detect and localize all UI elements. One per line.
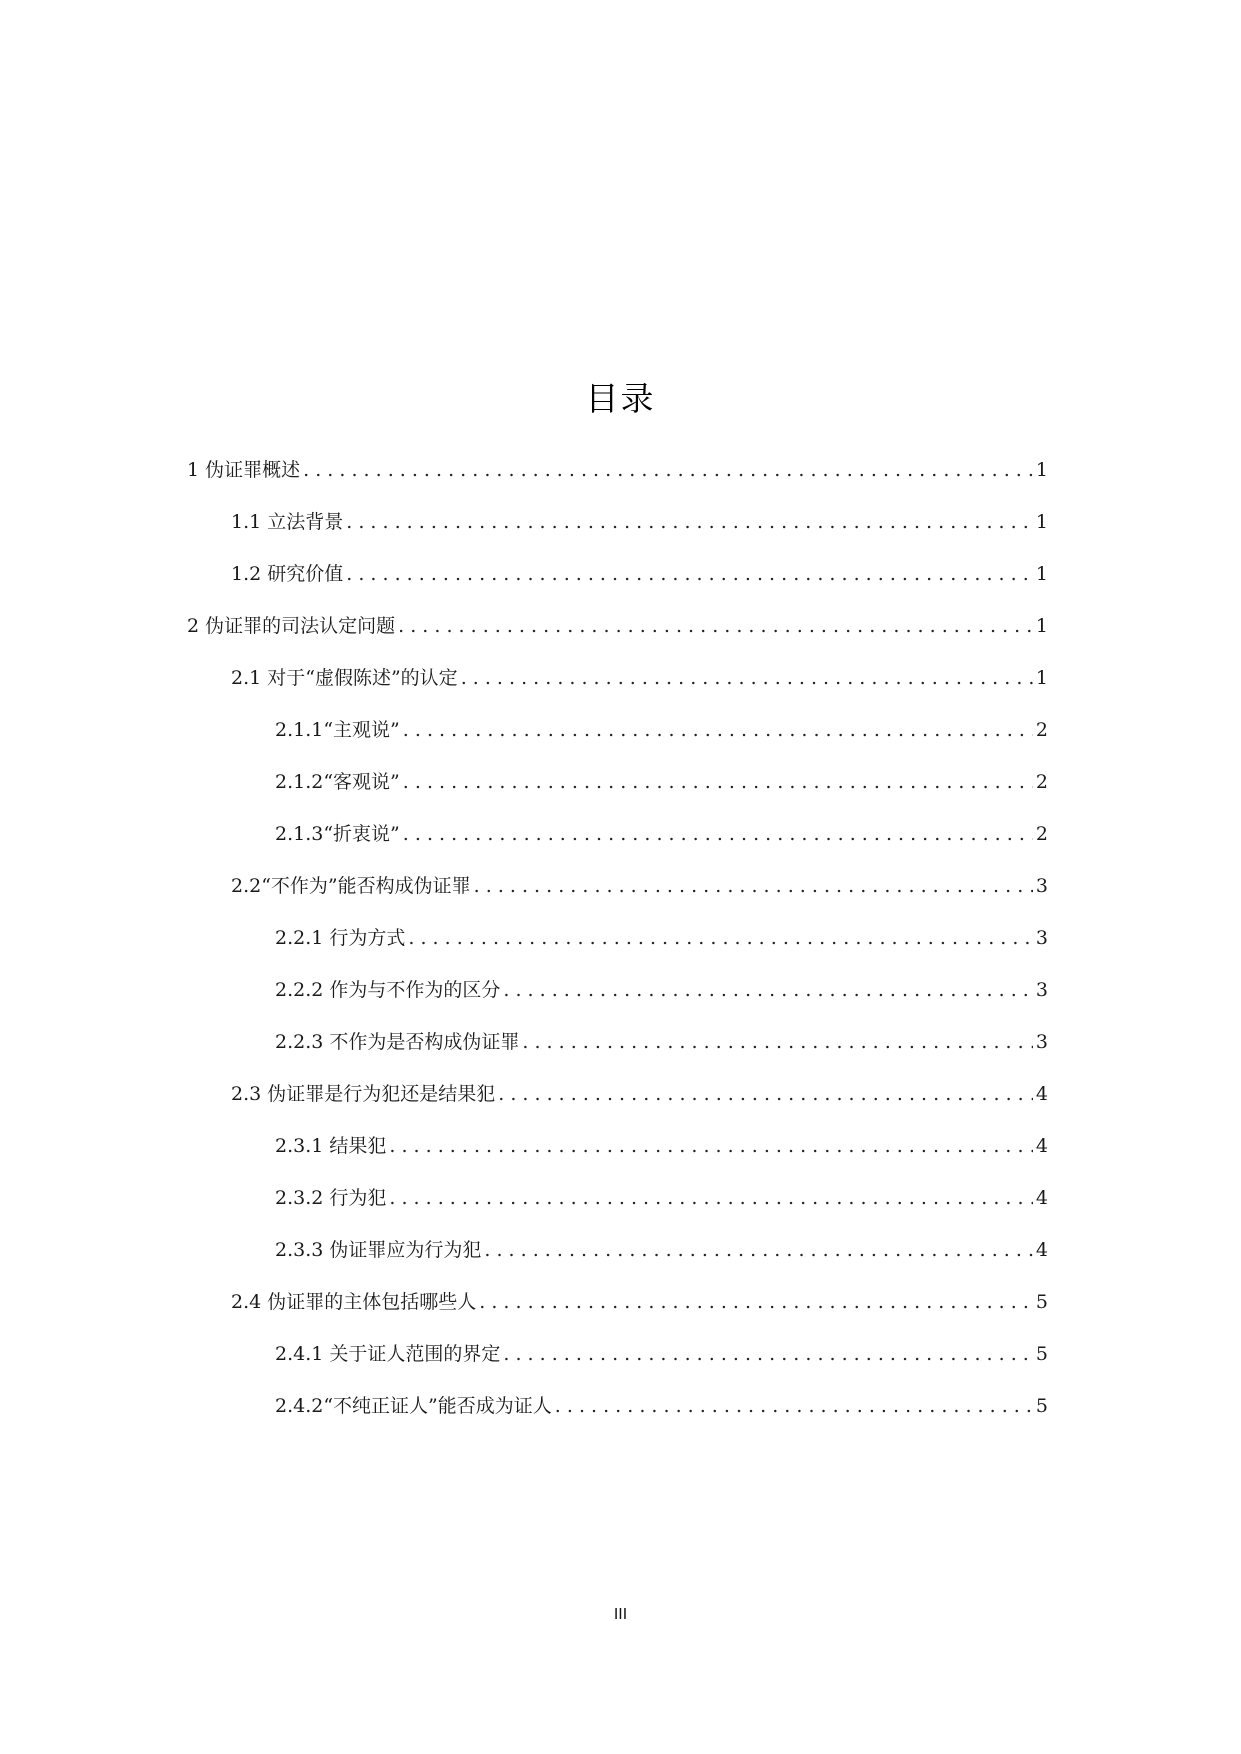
toc-entry[interactable] (231, 660, 1048, 696)
toc-entry-label: 1 伪证罪概述 (187, 459, 301, 481)
toc-entry-label: 2.4 伪证罪的主体包括哪些人 (231, 1291, 477, 1313)
toc-page-number: 3 (1035, 979, 1048, 1001)
toc-entry-label: 1.1 立法背景 (231, 511, 344, 533)
toc-entry[interactable] (275, 1336, 1048, 1372)
toc-entry[interactable] (231, 868, 1048, 904)
toc-page-number: 5 (1035, 1343, 1048, 1365)
toc-entry-label: 2.3 伪证罪是行为犯还是结果犯 (231, 1083, 496, 1105)
toc-page-number: 4 (1035, 1239, 1048, 1261)
toc-page-number: 1 (1035, 511, 1048, 533)
toc-dot-leader (408, 920, 1033, 956)
page-title: 目录 (585, 379, 656, 418)
toc-entry[interactable] (275, 1232, 1048, 1268)
page-number-footer: III (613, 1605, 628, 1623)
toc-dot-leader (389, 1180, 1033, 1216)
toc-entry-label: 2.3.2 行为犯 (275, 1187, 387, 1209)
toc-entry-label: 2.4.1 关于证人范围的界定 (275, 1343, 501, 1365)
toc-dot-leader (498, 1076, 1033, 1112)
toc-page-number: 1 (1035, 615, 1048, 637)
toc-entry[interactable] (275, 712, 1048, 748)
toc-entry[interactable] (275, 1180, 1048, 1216)
toc-dot-leader (303, 452, 1033, 488)
toc-entry[interactable] (231, 504, 1048, 540)
toc-entry[interactable] (275, 816, 1048, 852)
toc-page-number: 4 (1035, 1187, 1048, 1209)
toc-dot-leader (484, 1232, 1033, 1268)
toc-dot-leader (503, 972, 1033, 1008)
toc-entry-label: 2.1.2“客观说” (275, 771, 400, 793)
toc-entry[interactable] (231, 556, 1048, 592)
toc-page-number: 4 (1035, 1083, 1048, 1105)
toc-page-number: 3 (1035, 1031, 1048, 1053)
toc-page-number: 1 (1035, 459, 1048, 481)
toc-dot-leader (479, 1284, 1033, 1320)
toc-page-number: 2 (1035, 771, 1048, 793)
toc-entry-label: 2.2.3 不作为是否构成伪证罪 (275, 1031, 520, 1053)
toc-entry[interactable] (275, 764, 1048, 800)
toc-page-number: 2 (1035, 719, 1048, 741)
toc-entry[interactable] (275, 1024, 1048, 1060)
toc-dot-leader (474, 868, 1033, 904)
toc-dot-leader (403, 764, 1033, 800)
toc-entry[interactable] (275, 920, 1048, 956)
toc-entry[interactable] (275, 972, 1048, 1008)
toc-dot-leader (346, 504, 1033, 540)
toc-entry-label: 2.3.3 伪证罪应为行为犯 (275, 1239, 482, 1261)
toc-entry-label: 2.1.3“折衷说” (275, 823, 400, 845)
toc-dot-leader (403, 712, 1033, 748)
toc-page-number: 3 (1035, 927, 1048, 949)
toc-dot-leader (403, 816, 1033, 852)
toc-entry-label: 1.2 研究价值 (231, 563, 344, 585)
toc-page-number: 4 (1035, 1135, 1048, 1157)
toc-entry-label: 2.2.1 行为方式 (275, 927, 406, 949)
toc-entry[interactable] (231, 1284, 1048, 1320)
toc-page-number: 2 (1035, 823, 1048, 845)
toc-dot-leader (389, 1128, 1033, 1164)
toc-dot-leader (522, 1024, 1033, 1060)
toc-page-number: 3 (1035, 875, 1048, 897)
toc-entry-label: 2 伪证罪的司法认定问题 (187, 615, 396, 637)
toc-dot-leader (461, 660, 1033, 696)
toc-entry[interactable] (275, 1128, 1048, 1164)
toc-entry-label: 2.1.1“主观说” (275, 719, 400, 741)
toc-page-number: 1 (1035, 563, 1048, 585)
toc-entry[interactable] (187, 452, 1048, 488)
toc-dot-leader (555, 1388, 1033, 1424)
toc-entry-label: 2.2.2 作为与不作为的区分 (275, 979, 501, 1001)
toc-dot-leader (346, 556, 1033, 592)
toc-entry-label: 2.2“不作为”能否构成伪证罪 (231, 875, 471, 897)
toc-page-number: 5 (1035, 1395, 1048, 1417)
toc-dot-leader (398, 608, 1033, 644)
toc-entry-label: 2.1 对于“虚假陈述”的认定 (231, 667, 458, 689)
toc-page-number: 1 (1035, 667, 1048, 689)
toc-entry-label: 2.3.1 结果犯 (275, 1135, 387, 1157)
toc-entry[interactable] (231, 1076, 1048, 1112)
toc-entry[interactable] (187, 608, 1048, 644)
toc-page-number: 5 (1035, 1291, 1048, 1313)
toc-dot-leader (503, 1336, 1033, 1372)
toc-entry[interactable] (275, 1388, 1048, 1424)
toc-entry-label: 2.4.2“不纯正证人”能否成为证人 (275, 1395, 552, 1417)
